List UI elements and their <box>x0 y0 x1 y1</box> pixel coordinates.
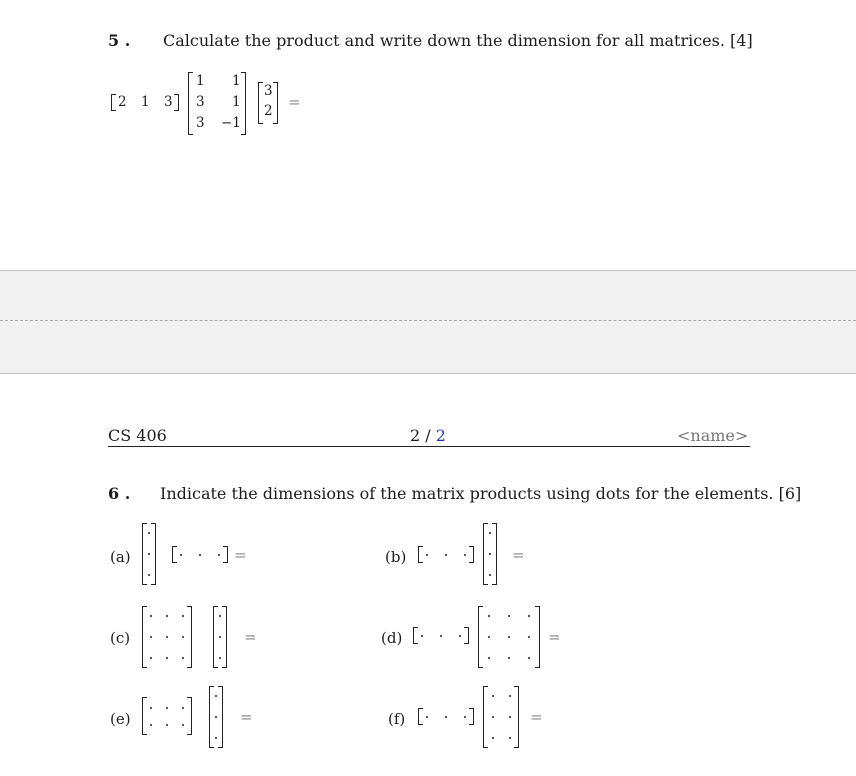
part-a-column-matrix <box>142 523 156 585</box>
question-5-prompt: Calculate the product and write down the dimension for all matrices. <box>163 31 725 50</box>
part-c-label: (c) <box>110 629 131 647</box>
part-c-square-matrix <box>142 606 192 668</box>
part-b-equals: = <box>512 546 525 564</box>
part-f-row-matrix <box>418 708 474 725</box>
part-d-label: (d) <box>381 629 403 647</box>
row-vector-matrix <box>111 94 179 111</box>
part-a-label: (a) <box>110 548 131 566</box>
part-c-equals: = <box>244 628 257 646</box>
page-total-link[interactable]: 2 <box>435 426 446 445</box>
part-e-label: (e) <box>110 710 131 728</box>
part-a-equals: = <box>234 546 247 564</box>
part-f-label: (f) <box>388 710 406 728</box>
part-e-equals: = <box>240 708 253 726</box>
part-c-column-matrix <box>213 606 227 668</box>
column-vector-cell: 3 <box>264 83 273 99</box>
page-break-band <box>0 270 856 374</box>
column-vector-matrix <box>258 82 278 124</box>
course-code: CS 406 <box>108 426 167 445</box>
matrix-cell: 3 <box>196 115 205 131</box>
part-a-row-matrix <box>172 546 228 563</box>
matrix-cell: 1 <box>232 94 241 110</box>
three-by-two-matrix <box>188 72 246 135</box>
question-5-points: [4] <box>730 31 753 50</box>
matrix-cell: −1 <box>221 115 241 131</box>
question-6-number: 6 . <box>108 484 131 503</box>
part-d-equals: = <box>548 628 561 646</box>
question-6-points: [6] <box>778 484 802 503</box>
matrix-cell: 1 <box>196 73 205 89</box>
equals-sign: = <box>288 93 301 111</box>
row-vector-cell: 2 <box>118 94 127 110</box>
page-break-dashed-line <box>0 320 856 321</box>
part-f-equals: = <box>530 708 543 726</box>
part-b-column-matrix <box>483 523 497 585</box>
question-6-prompt: Indicate the dimensions of the matrix products using dots for the elements. <box>160 484 774 503</box>
question-5-number: 5 . <box>108 31 131 50</box>
name-placeholder: <name> <box>677 426 749 445</box>
row-vector-cell: 1 <box>141 94 150 110</box>
part-b-label: (b) <box>385 548 407 566</box>
part-d-row-matrix <box>413 627 469 644</box>
part-f-tall-matrix <box>483 686 519 748</box>
part-d-square-matrix <box>478 606 540 668</box>
matrix-cell: 1 <box>232 73 241 89</box>
page-current: 2 <box>410 426 421 445</box>
part-b-row-matrix <box>418 546 474 563</box>
question-5-text <box>163 31 753 50</box>
header-rule <box>108 446 750 447</box>
page-separator: / <box>425 426 431 445</box>
question-6-text <box>160 484 801 503</box>
part-e-column-matrix <box>209 686 223 748</box>
row-vector-cell: 3 <box>164 94 173 110</box>
matrix-cell: 3 <box>196 94 205 110</box>
column-vector-cell: 2 <box>264 103 273 119</box>
page-indicator <box>410 426 446 445</box>
part-e-wide-matrix <box>142 697 192 735</box>
